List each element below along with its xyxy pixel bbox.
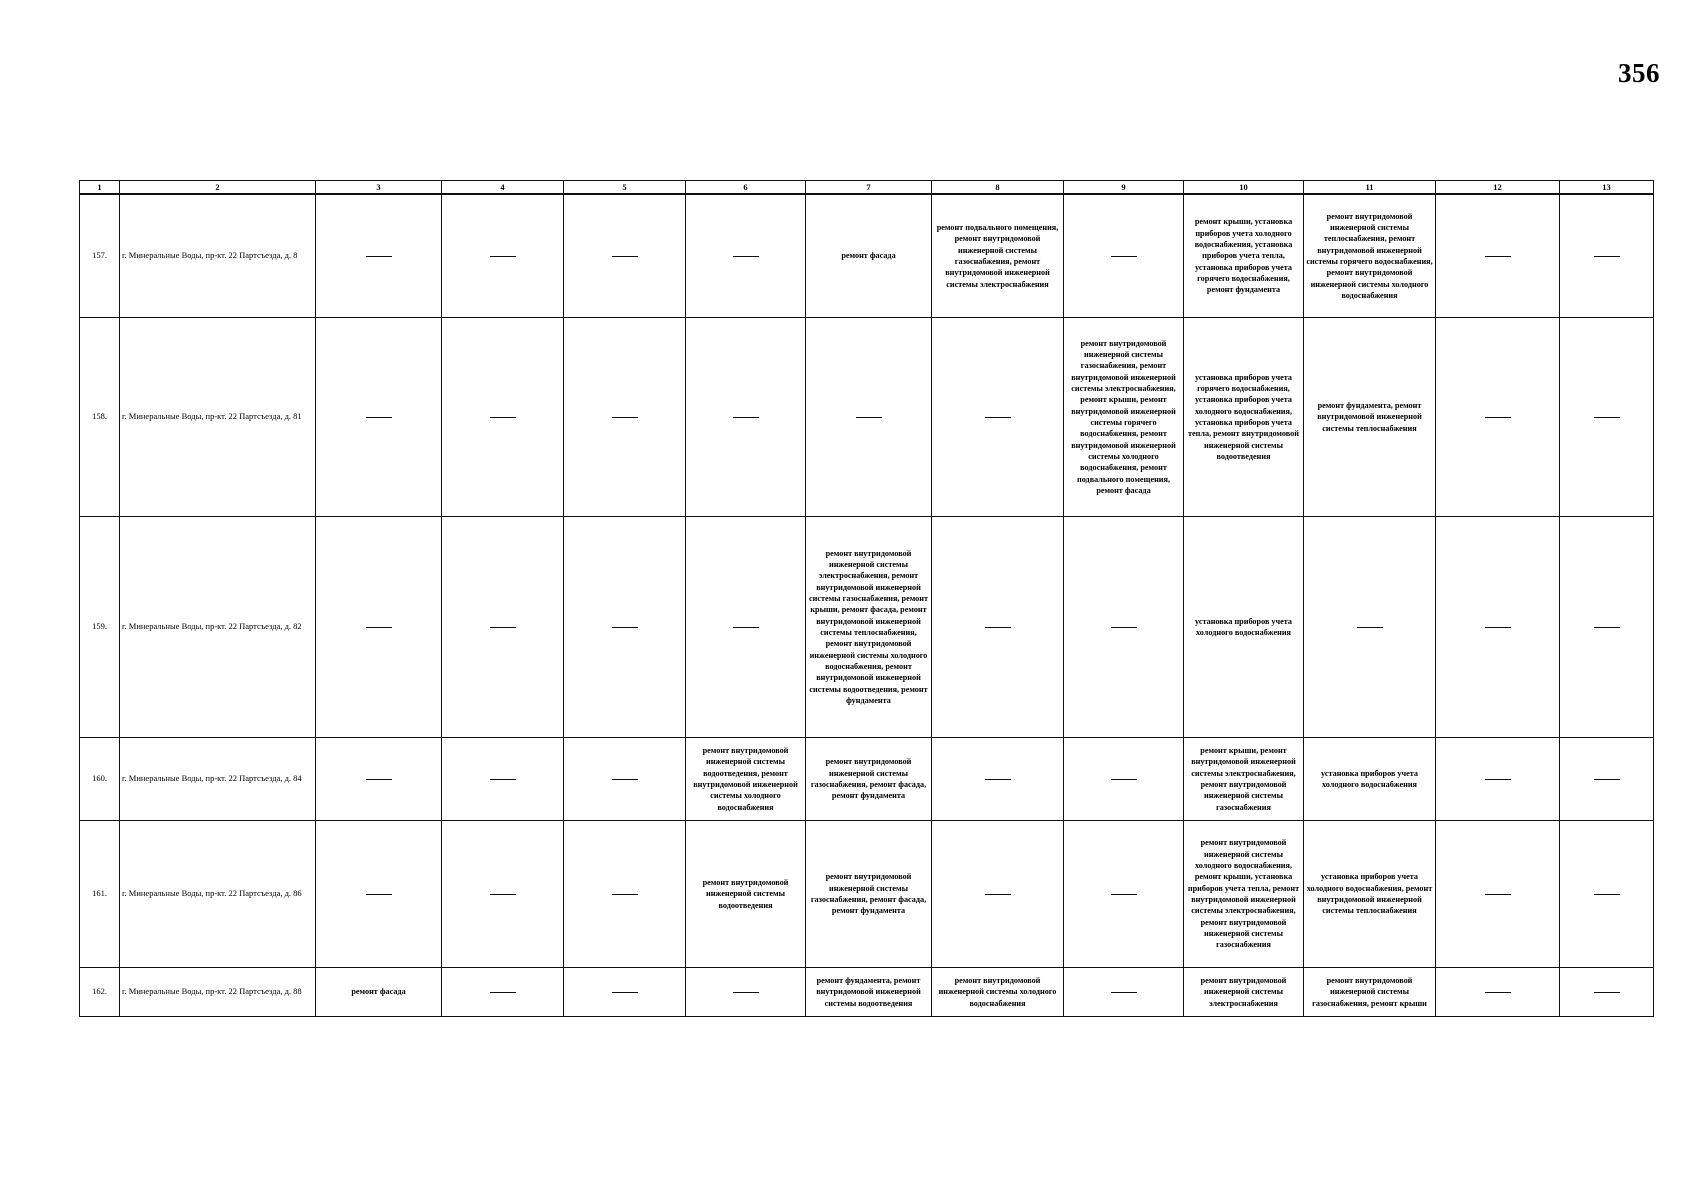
table-cell: установка приборов учета горячего водоснабжения, установка приборов учета холодного водоснабжения, установка приборов учета тепла, ремонт внутридомовой инженерной системы водоотведения [1184,318,1304,517]
table-cell: ремонт крыши, ремонт внутридомовой инженерной системы электроснабжения, ремонт внутридомовой инженерной системы газоснабжения [1184,738,1304,821]
table-cell [1436,738,1560,821]
empty-dash-icon [1594,256,1620,257]
empty-dash-icon [985,417,1011,418]
repair-schedule-table [79,180,1654,1017]
table-cell [932,517,1064,738]
address-cell: г. Минеральные Воды, пр-кт. 22 Партсъезда, д. 84 [120,738,316,821]
empty-dash-icon [366,256,392,257]
column-header: 10 [1184,181,1304,195]
table-row [80,194,1654,318]
table-cell: ремонт крыши, установка приборов учета холодного водоснабжения, установка приборов учета тепла, установка приборов учета горячего водоснабжения, ремонт фундамента [1184,194,1304,318]
table-cell [686,194,806,318]
table-cell [316,821,442,968]
empty-dash-icon [490,779,516,780]
empty-dash-icon [1594,779,1620,780]
address-cell: г. Минеральные Воды, пр-кт. 22 Партсъезда, д. 86 [120,821,316,968]
table-cell [1064,968,1184,1017]
table-cell: ремонт фундамента, ремонт внутридомовой инженерной системы теплоснабжения [1304,318,1436,517]
column-header: 2 [120,181,316,195]
table-cell: ремонт внутридомовой инженерной системы газоснабжения, ремонт фасада, ремонт фундамента [806,738,932,821]
empty-dash-icon [612,417,638,418]
row-number: 162. [80,968,120,1017]
table-cell: ремонт внутридомовой инженерной системы холодного водоснабжения [932,968,1064,1017]
empty-dash-icon [366,627,392,628]
table-cell [806,318,932,517]
table-cell [1436,318,1560,517]
table-cell [686,968,806,1017]
table-cell: ремонт внутридомовой инженерной системы водоотведения, ремонт внутридомовой инженерной системы холодного водоснабжения [686,738,806,821]
page-number: 356 [1618,58,1660,88]
table-cell: установка приборов учета холодного водоснабжения [1304,738,1436,821]
table-cell [442,318,564,517]
table-cell: ремонт фасада [316,968,442,1017]
empty-dash-icon [1594,627,1620,628]
empty-dash-icon [1111,894,1137,895]
column-number-row [80,181,1654,195]
table-cell [1560,968,1654,1017]
empty-dash-icon [1485,779,1511,780]
table-cell: ремонт внутридомовой инженерной системы теплоснабжения, ремонт внутридомовой инженерной системы горячего водоснабжения, ремонт внутридомовой инженерной системы холодного водоснабжения [1304,194,1436,318]
table-cell [1436,517,1560,738]
empty-dash-icon [733,992,759,993]
table-cell: установка приборов учета холодного водоснабжения [1184,517,1304,738]
empty-dash-icon [1485,256,1511,257]
empty-dash-icon [612,779,638,780]
table-cell [1560,738,1654,821]
column-header: 7 [806,181,932,195]
empty-dash-icon [985,779,1011,780]
empty-dash-icon [1485,417,1511,418]
table-cell [686,517,806,738]
table-cell [316,738,442,821]
empty-dash-icon [1594,417,1620,418]
table-cell [564,738,686,821]
table-row [80,318,1654,517]
empty-dash-icon [612,992,638,993]
table-cell [1064,517,1184,738]
empty-dash-icon [1111,627,1137,628]
empty-dash-icon [612,256,638,257]
row-number: 161. [80,821,120,968]
table-cell [442,821,564,968]
address-cell: г. Минеральные Воды, пр-кт. 22 Партсъезда, д. 88 [120,968,316,1017]
table-cell: ремонт внутридомовой инженерной системы водоотведения [686,821,806,968]
table-cell [316,517,442,738]
empty-dash-icon [733,627,759,628]
table-cell [442,194,564,318]
table-cell [1304,517,1436,738]
empty-dash-icon [1111,992,1137,993]
empty-dash-icon [490,992,516,993]
address-cell: г. Минеральные Воды, пр-кт. 22 Партсъезда, д. 82 [120,517,316,738]
table-cell [316,318,442,517]
empty-dash-icon [490,627,516,628]
table-cell [564,318,686,517]
empty-dash-icon [856,417,882,418]
table-cell [932,318,1064,517]
repair-schedule-table-wrapper [79,180,1653,1017]
table-cell [564,821,686,968]
column-header: 4 [442,181,564,195]
table-cell [1560,318,1654,517]
table-cell [442,738,564,821]
table-cell [442,517,564,738]
table-cell [1560,194,1654,318]
table-row [80,517,1654,738]
empty-dash-icon [490,256,516,257]
table-row [80,821,1654,968]
table-row [80,968,1654,1017]
table-cell [564,968,686,1017]
empty-dash-icon [733,417,759,418]
table-header [80,181,1654,195]
table-cell: ремонт внутридомовой инженерной системы электроснабжения [1184,968,1304,1017]
table-cell [564,194,686,318]
table-cell [686,318,806,517]
empty-dash-icon [1594,894,1620,895]
empty-dash-icon [1357,627,1383,628]
empty-dash-icon [1111,256,1137,257]
empty-dash-icon [985,627,1011,628]
empty-dash-icon [733,256,759,257]
column-header: 12 [1436,181,1560,195]
row-number: 159. [80,517,120,738]
empty-dash-icon [612,627,638,628]
table-cell [564,517,686,738]
table-cell [316,194,442,318]
table-cell [442,968,564,1017]
table-cell [1560,517,1654,738]
column-header: 6 [686,181,806,195]
table-cell: ремонт внутридомовой инженерной системы электроснабжения, ремонт внутридомовой инженерной системы газоснабжения, ремонт крыши, ремонт фасада, ремонт внутридомовой инженерной системы теплоснабжения, ремонт внутридомовой инженерной системы холодного водоснабжения, ремонт внутридомовой инженерной системы водоотведения, ремонт фундамента [806,517,932,738]
column-header: 1 [80,181,120,195]
table-cell: ремонт подвального помещения, ремонт внутридомовой инженерной системы газоснабжения, ремонт внутридомовой инженерной системы электроснабжения [932,194,1064,318]
empty-dash-icon [490,417,516,418]
table-cell: ремонт фундамента, ремонт внутридомовой инженерной системы водоотведения [806,968,932,1017]
empty-dash-icon [1485,992,1511,993]
table-cell [1560,821,1654,968]
empty-dash-icon [1485,894,1511,895]
table-body [80,194,1654,1017]
empty-dash-icon [490,894,516,895]
table-cell [1064,821,1184,968]
column-header: 3 [316,181,442,195]
table-cell: ремонт внутридомовой инженерной системы холодного водоснабжения, ремонт крыши, установка приборов учета тепла, ремонт внутридомовой инженерной системы электроснабжения, ремонт внутридомовой инженерной системы газоснабжения [1184,821,1304,968]
empty-dash-icon [985,894,1011,895]
table-cell [1064,738,1184,821]
table-cell [932,821,1064,968]
column-header: 9 [1064,181,1184,195]
empty-dash-icon [366,894,392,895]
row-number: 157. [80,194,120,318]
column-header: 5 [564,181,686,195]
address-cell: г. Минеральные Воды, пр-кт. 22 Партсъезда, д. 81 [120,318,316,517]
table-cell: ремонт внутридомовой инженерной системы газоснабжения, ремонт внутридомовой инженерной системы электроснабжения, ремонт крыши, ремонт внутридомовой инженерной системы горячего водоснабжения, ремонт внутридомовой инженерной системы холодного водоснабжения, ремонт подвального помещения, ремонт фасада [1064,318,1184,517]
empty-dash-icon [366,779,392,780]
table-cell: ремонт внутридомовой инженерной системы газоснабжения, ремонт крыши [1304,968,1436,1017]
table-cell [1436,968,1560,1017]
empty-dash-icon [366,417,392,418]
table-cell: установка приборов учета холодного водоснабжения, ремонт внутридомовой инженерной системы теплоснабжения [1304,821,1436,968]
table-cell: ремонт фасада [806,194,932,318]
table-row [80,738,1654,821]
table-cell [1064,194,1184,318]
table-cell [932,738,1064,821]
column-header: 8 [932,181,1064,195]
column-header: 11 [1304,181,1436,195]
address-cell: г. Минеральные Воды, пр-кт. 22 Партсъезда, д. 8 [120,194,316,318]
empty-dash-icon [612,894,638,895]
row-number: 160. [80,738,120,821]
empty-dash-icon [1594,992,1620,993]
empty-dash-icon [1111,779,1137,780]
column-header: 13 [1560,181,1654,195]
table-cell [1436,194,1560,318]
table-cell: ремонт внутридомовой инженерной системы газоснабжения, ремонт фасада, ремонт фундамента [806,821,932,968]
row-number: 158. [80,318,120,517]
empty-dash-icon [1485,627,1511,628]
table-cell [1436,821,1560,968]
